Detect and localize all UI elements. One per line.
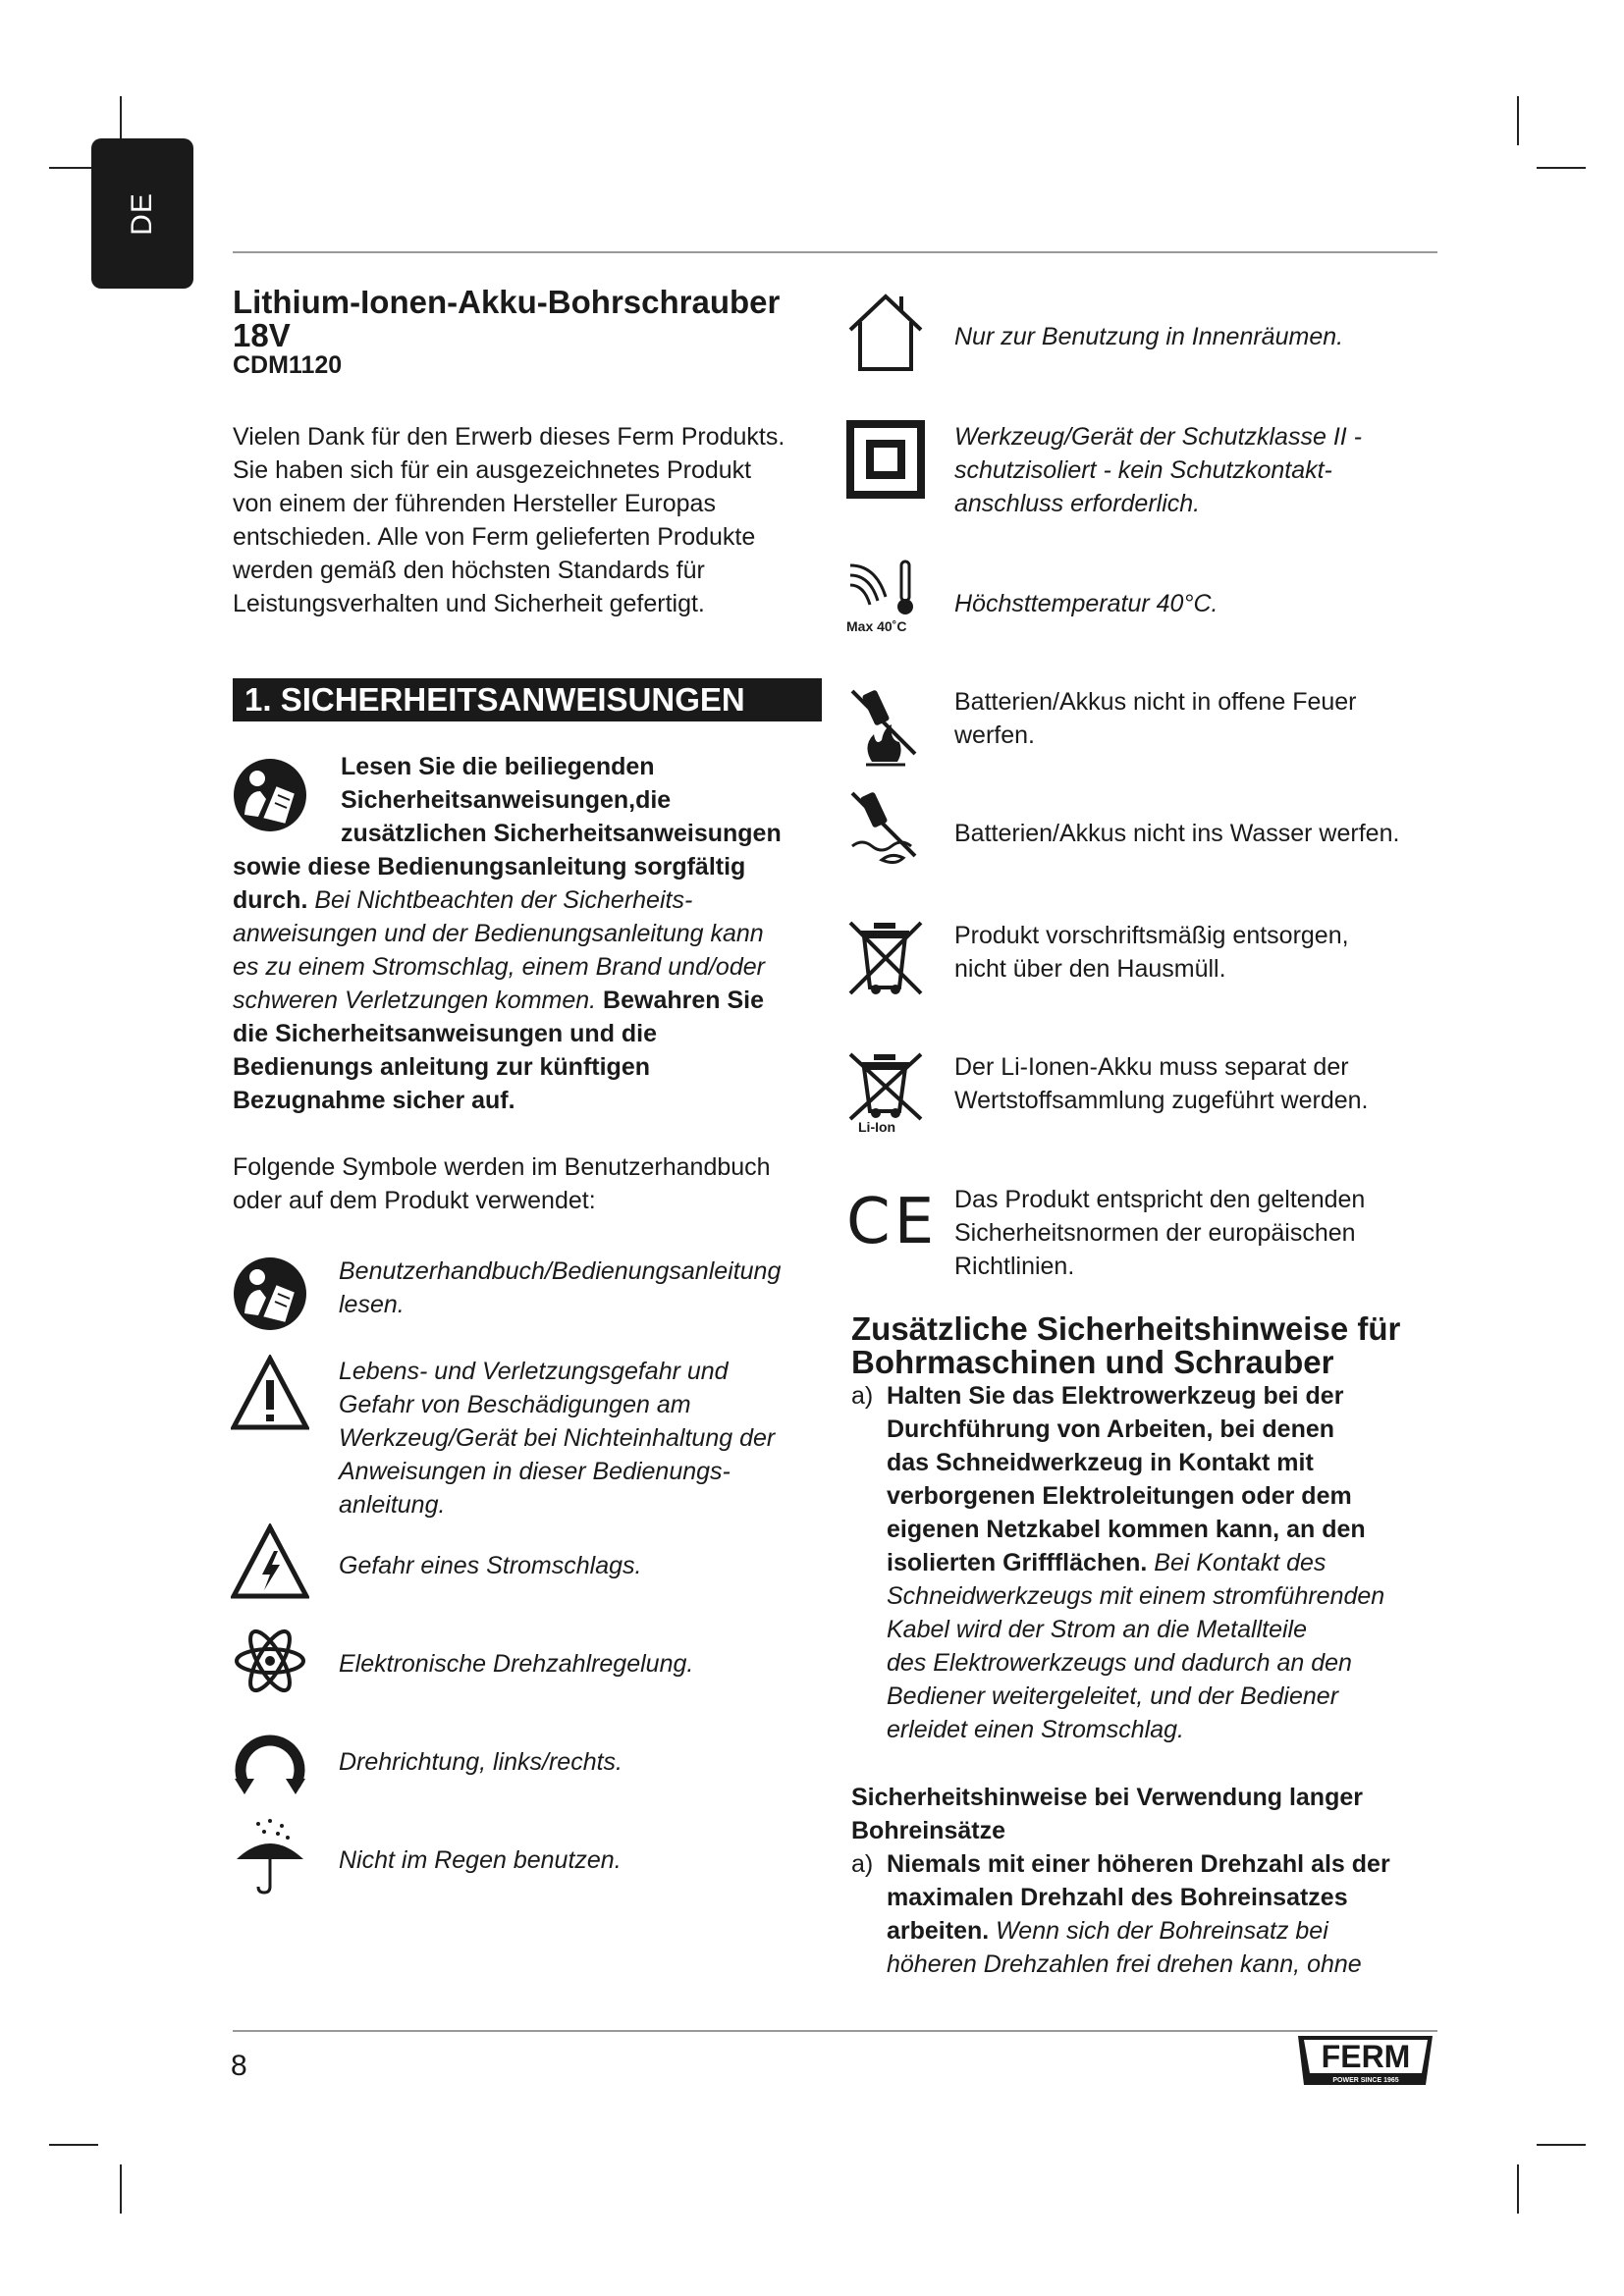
crop-mark [1517,2164,1519,2214]
no-fire-battery-icon [846,685,933,772]
max-temperature-icon [846,558,933,644]
ce-mark-icon: CE [846,1186,939,1258]
symbol-row: Gefahr eines Stromschlags. [231,1523,641,1610]
product-title: Lithium-Ionen-Akku-Bohrschrauber 18V [233,284,781,353]
warning-triangle-icon [231,1355,317,1441]
symbol-row: Produkt vorschriftsmäßig entsorgen, nicht über den Hausmüll. [846,919,1349,1005]
symbol-row: Drehrichtung, links/rechts. [231,1720,623,1806]
symbol-row: Werkzeug/Gerät der Schutzklasse II - schutzisoliert - kein Schutzkontakt- anschluss erforderlich. [846,420,1362,520]
li-ion-bin-icon [846,1050,933,1137]
intro-paragraph: Vielen Dank für den Erwerb dieses Ferm Produkts. Sie haben sich für ein ausgezeichnetes Produkt von einem der führenden Hersteller Europas entschieden. Alle von Ferm gelieferten Produkte werden gemäß den höchsten Standards für Leistungsverhalten und Sicherheit gefertigt. [233,423,785,617]
house-indoor-icon [846,291,933,377]
ferm-logo [1294,2032,1436,2091]
symbol-row: Max 40˚C Höchsttemperatur 40°C. [846,558,1218,644]
logo-wordmark: FERM [1321,2039,1411,2074]
symbol-row: Lebens- und Verletzungsgefahr und Gefahr von Beschädigungen am Werkzeug/Gerät bei Nichteinhaltung der Anweisungen in dieser Bedienungs- anleitung. [231,1355,775,1522]
crop-mark [1537,2144,1586,2146]
crop-mark [49,2144,98,2146]
manual-read-icon [231,1255,317,1341]
logo-tagline: POWER SINCE 1965 [1332,2077,1399,2084]
class-ii-insulation-icon [846,420,933,507]
additional-safety-heading: Zusätzliche Sicherheitshinweise für Bohrmaschinen und Schrauber [851,1310,1401,1380]
symbol-row: Batterien/Akkus nicht ins Wasser werfen. [846,787,1399,874]
crop-mark [120,2164,122,2214]
symbol-row: Nicht im Regen benutzen. [231,1818,622,1904]
header-rule [233,251,1437,253]
symbol-row: Elektronische Drehzahlregelung. [231,1622,693,1708]
safety-item-a: a) Halten Sie das Elektrowerkzeug bei der Durchführung von Arbeiten, bei denen das Schneidwerkzeug in Kontakt mit verborgenen Elektroleitungen oder dem eigenen Netzkabel kommen kann, an den isolierten Griffflächen. Bei Kontakt des Schneidwerkzeugs mit einem stromführenden Kabel wird der Strom an die Metallteile des Elektrowerkzeugs und dadurch an den Bediener weitergeleitet, und der Bediener erleidet einen Stromschlag. [851,1382,1385,1743]
symbols-intro: Folgende Symbole werden im Benutzerhandbuch oder auf dem Produkt verwendet: [233,1153,771,1214]
weee-bin-icon [846,919,933,1005]
symbol-row: CE Das Produkt entspricht den geltenden Sicherheitsnormen der europäischen Richtlinien. [846,1183,1365,1283]
rotation-direction-icon [231,1720,317,1806]
language-tab: DE [91,138,193,289]
read-instructions-block: Lesen Sie die beiliegenden Sicherheitsanweisungen,die zusätzlichen Sicherheitsanweisungen sowie diese Bedienungsanleitung sorgfältig durch. Bei Nichtbeachten der Sicherheits- anweisungen und der Bedienungsanleitung kann es zu einem Stromschlag, einem Brand und/oder schweren Verletzungen kommen. Bewahren Sie die Sicherheitsanweisungen und die Bedienungs anleitung zur künftigen Bezugnahme sicher auf. [233,753,782,1114]
umbrella-rain-icon [231,1818,317,1904]
atom-speed-control-icon [231,1622,317,1708]
product-model: CDM1120 [233,351,343,379]
symbol-row: Batterien/Akkus nicht in offene Feuer werfen. [846,685,1357,772]
safety-item-b: a) Niemals mit einer höheren Drehzahl als der maximalen Drehzahl des Bohreinsatzes arbeiten. Wenn sich der Bohreinsatz bei höheren Drehzahlen frei drehen kann, ohne [851,1850,1390,1978]
electric-shock-icon [231,1523,317,1610]
section-heading: 1. SICHERHEITSANWEISUNGEN [233,678,822,721]
no-water-battery-icon [846,787,933,874]
long-drill-heading: Sicherheitshinweise bei Verwendung langer Bohreinsätze [851,1784,1363,1844]
li-ion-label: Li-Ion [858,1119,896,1135]
symbol-row: Li-Ion Der Li-Ionen-Akku muss separat der Wertstoffsammlung zugeführt werden. [846,1050,1369,1137]
max-temp-label: Max 40˚C [846,618,907,634]
symbol-row: Nur zur Benutzung in Innenräumen. [846,291,1343,377]
crop-mark [1517,96,1519,145]
symbol-row: Benutzerhandbuch/Bedienungsanleitung lesen. [231,1255,781,1341]
crop-mark [1537,167,1586,169]
footer-rule [233,2030,1437,2032]
page-number: 8 [231,2050,247,2082]
